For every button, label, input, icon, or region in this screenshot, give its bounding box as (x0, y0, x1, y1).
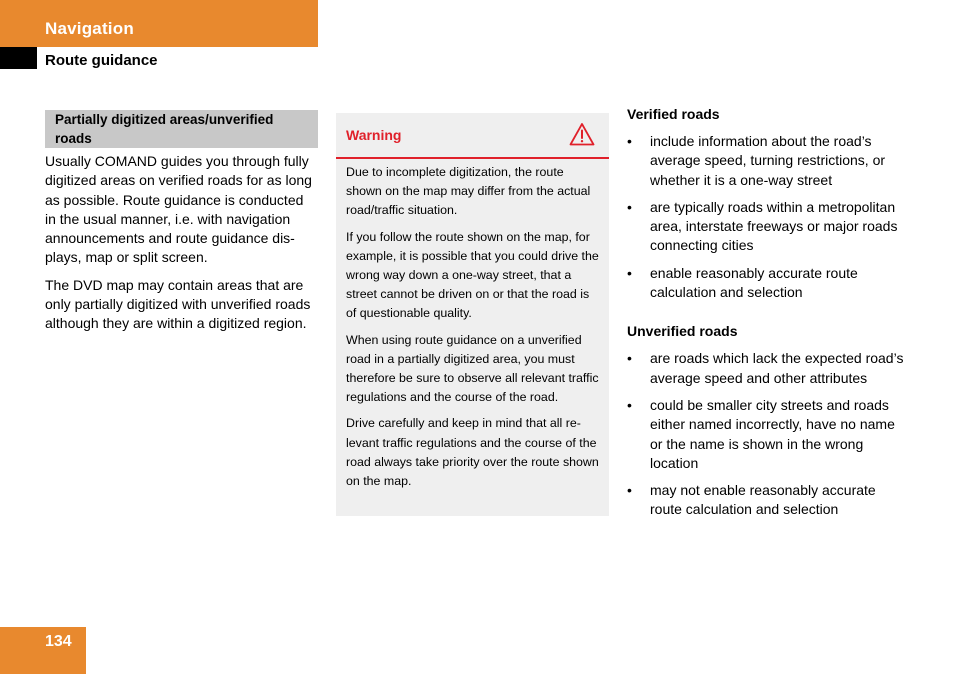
unverified-roads-heading: Unverified roads (627, 323, 738, 340)
list-item-text: enable reasonably accurate route calculation and selection (650, 264, 858, 301)
list-item (627, 396, 907, 473)
warning-box (336, 113, 609, 516)
body-paragraph: The DVD map may contain areas that are only partially digitized with unverified roads although they are within a digitized region. (45, 276, 311, 332)
warning-label: Warning (346, 127, 402, 143)
list-item (627, 264, 907, 303)
bullet-icon: • (627, 133, 632, 149)
list-item-text: could be smaller city streets and roads either named incorrectly, have no name or the name is shown in the wrong location (650, 396, 895, 471)
verified-roads-list (627, 132, 907, 302)
list-item (627, 349, 907, 388)
subsection-marker (0, 47, 37, 69)
warning-body (336, 159, 609, 491)
page-number: 134 (45, 633, 72, 650)
warning-triangle-icon (569, 122, 595, 146)
body-paragraph: Usually COMAND guides you through fully digitized areas on verified roads for as long as possible. Route guidance is conducted in the usual manner, i.e. with navigation announcements and route guidance dis-plays, map or split screen. (45, 153, 312, 266)
section-title: Navigation (45, 19, 134, 38)
warning-paragraph: If you follow the route shown on the map, for example, it is possible that you could drive the wrong way down a one-way street, that a street cannot be driven on or that the road is of questionable quality. (346, 229, 599, 321)
list-item-text: are typically roads within a metropolitan area, interstate freeways or major roads connecting cities (650, 198, 898, 254)
list-item (627, 198, 907, 256)
bullet-icon: • (627, 396, 632, 413)
list-item-text: include information about the road’s average speed, turning restrictions, or whether it is a one-way street (650, 133, 886, 188)
list-item (627, 481, 907, 520)
warning-paragraph: When using route guidance on a unverified road in a partially digitized area, you must therefore be sure to observe all relevant traffic regulations and the course of the road. (346, 332, 599, 405)
bullet-icon: • (627, 482, 632, 499)
list-item-text: may not enable reasonably accurate route calculation and selection (650, 482, 876, 518)
left-column (45, 110, 318, 334)
bullet-icon: • (627, 198, 632, 215)
warning-paragraph: Due to incomplete digitization, the route shown on the map may differ from the actual road/traffic situation. (346, 165, 591, 218)
bullet-icon: • (627, 264, 632, 281)
page-number-box (0, 627, 86, 674)
list-item-text: are roads which lack the expected road’s average speed and other attributes (650, 350, 904, 386)
warning-header (336, 113, 609, 159)
bullet-icon: • (627, 350, 632, 367)
unverified-roads-list (627, 349, 907, 519)
subsection-title: Route guidance (45, 52, 158, 69)
right-column (627, 105, 907, 528)
section-heading: Partially digitized areas/unverified roads (45, 110, 318, 148)
list-item (627, 132, 907, 190)
verified-roads-heading: Verified roads (627, 106, 720, 122)
warning-paragraph: Drive carefully and keep in mind that all re-levant traffic regulations and the course of the road always take priority over the route shown on the map. (346, 416, 599, 489)
